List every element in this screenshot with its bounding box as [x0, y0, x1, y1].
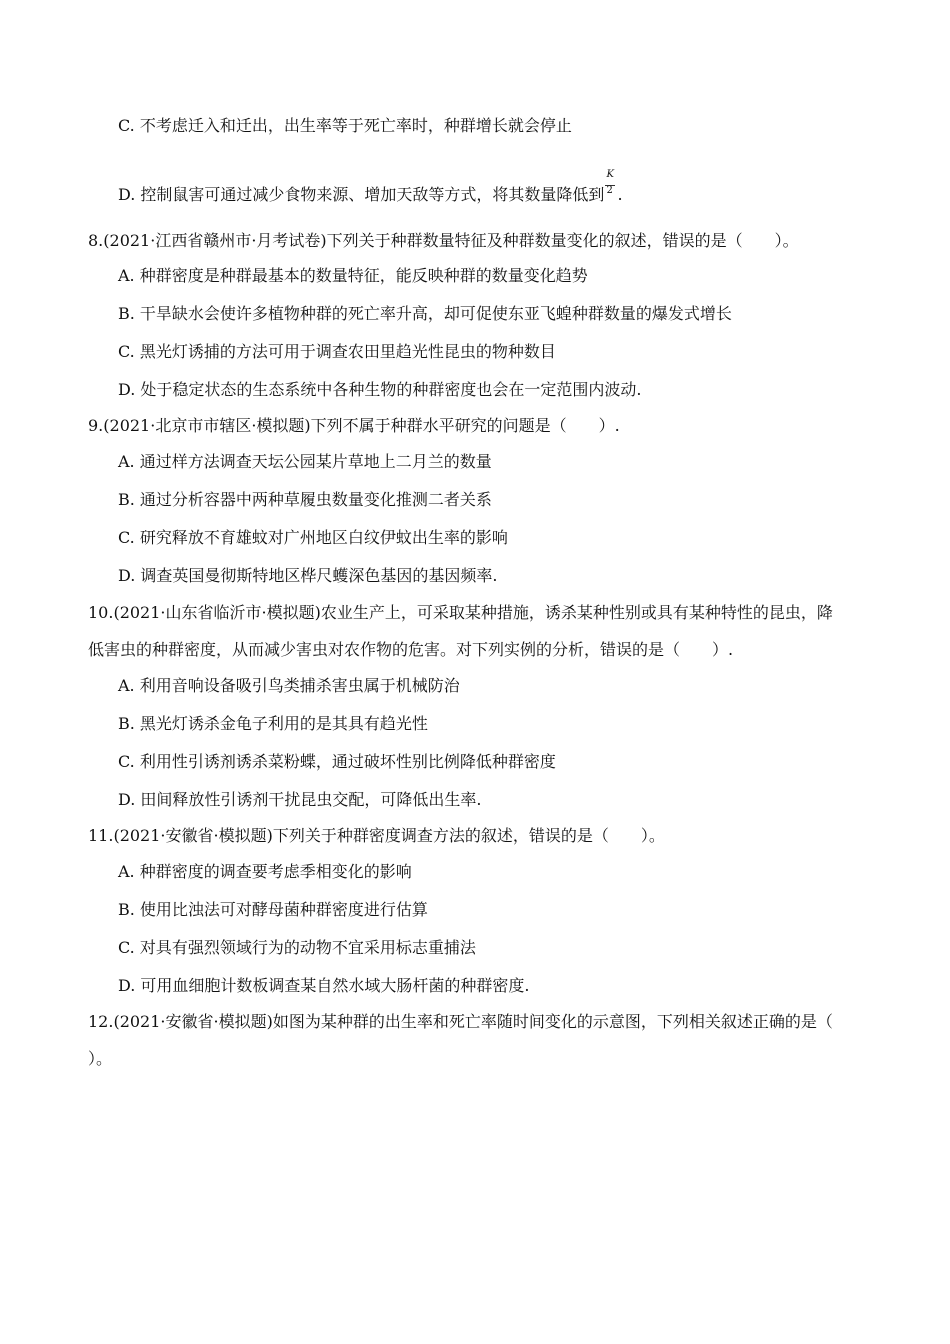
q7-option-c: C. 不考虑迁入和迁出，出生率等于死亡率时，种群增长就会停止 — [118, 116, 572, 135]
q7-option-d-end: . — [617, 185, 623, 204]
q10-option-b: B. 黑光灯诱杀金龟子利用的是其具有趋光性 — [118, 714, 428, 733]
q12-stem-line1: 12.(2021·安徽省·模拟题)如图为某种群的出生率和死亡率随时间变化的示意图，下列相关叙述正确的是（ — [88, 1012, 833, 1031]
q7-option-d-text: D. 控制鼠害可通过减少食物来源、增加天敌等方式，将其数量降低到 — [118, 185, 605, 204]
q8-option-a: A. 种群密度是种群最基本的数量特征，能反映种群的数量变化趋势 — [118, 266, 588, 285]
q8-option-c: C. 黑光灯诱捕的方法可用于调查农田里趋光性昆虫的物种数目 — [118, 342, 556, 361]
q9-option-a: A. 通过样方法调查天坛公园某片草地上二月兰的数量 — [118, 452, 492, 471]
q10-stem-line1: 10.(2021·山东省临沂市·模拟题)农业生产上，可采取某种措施，诱杀某种性别或具有某种特性的昆虫，降 — [88, 603, 833, 622]
q9-option-b: B. 通过分析容器中两种草履虫数量变化推测二者关系 — [118, 490, 492, 509]
q11-option-a: A. 种群密度的调查要考虑季相变化的影响 — [118, 862, 412, 881]
q11-option-c: C. 对具有强烈领域行为的动物不宜采用标志重捕法 — [118, 938, 476, 957]
q10-stem-line2: 低害虫的种群密度，从而减少害虫对农作物的危害。对下列实例的分析，错误的是（ ）. — [88, 640, 734, 659]
q10-option-d: D. 田间释放性引诱剂干扰昆虫交配，可降低出生率. — [118, 790, 482, 809]
q9-stem: 9.(2021·北京市市辖区·模拟题)下列不属于种群水平研究的问题是（ ）. — [88, 416, 620, 435]
q8-stem: 8.(2021·江西省赣州市·月考试卷)下列关于种群数量特征及种群数量变化的叙述，错误的是（ ）。 — [88, 231, 799, 250]
q11-option-d: D. 可用血细胞计数板调查某自然水域大肠杆菌的种群密度. — [118, 976, 530, 995]
q11-option-b: B. 使用比浊法可对酵母菌种群密度进行估算 — [118, 900, 428, 919]
q12-stem-line2: ）。 — [88, 1049, 113, 1068]
q9-option-c: C. 研究释放不育雄蚊对广州地区白纹伊蚊出生率的影响 — [118, 528, 508, 547]
fraction-denominator: 2 — [606, 185, 613, 196]
fraction-numerator: K — [606, 169, 614, 180]
q7-option-d — [118, 169, 623, 205]
q10-option-a: A. 利用音响设备吸引鸟类捕杀害虫属于机械防治 — [118, 676, 460, 695]
q10-option-c: C. 利用性引诱剂诱杀菜粉蝶，通过破坏性别比例降低种群密度 — [118, 752, 556, 771]
q9-option-d: D. 调查英国曼彻斯特地区桦尺蠖深色基因的基因频率. — [118, 566, 498, 585]
k-over-2-fraction — [605, 169, 617, 204]
q11-stem: 11.(2021·安徽省·模拟题)下列关于种群密度调查方法的叙述，错误的是（ ）。 — [88, 826, 665, 845]
q8-option-b: B. 干旱缺水会使许多植物种群的死亡率升高，却可促使东亚飞蝗种群数量的爆发式增长 — [118, 304, 732, 323]
q8-option-d: D. 处于稳定状态的生态系统中各种生物的种群密度也会在一定范围内波动. — [118, 380, 642, 399]
